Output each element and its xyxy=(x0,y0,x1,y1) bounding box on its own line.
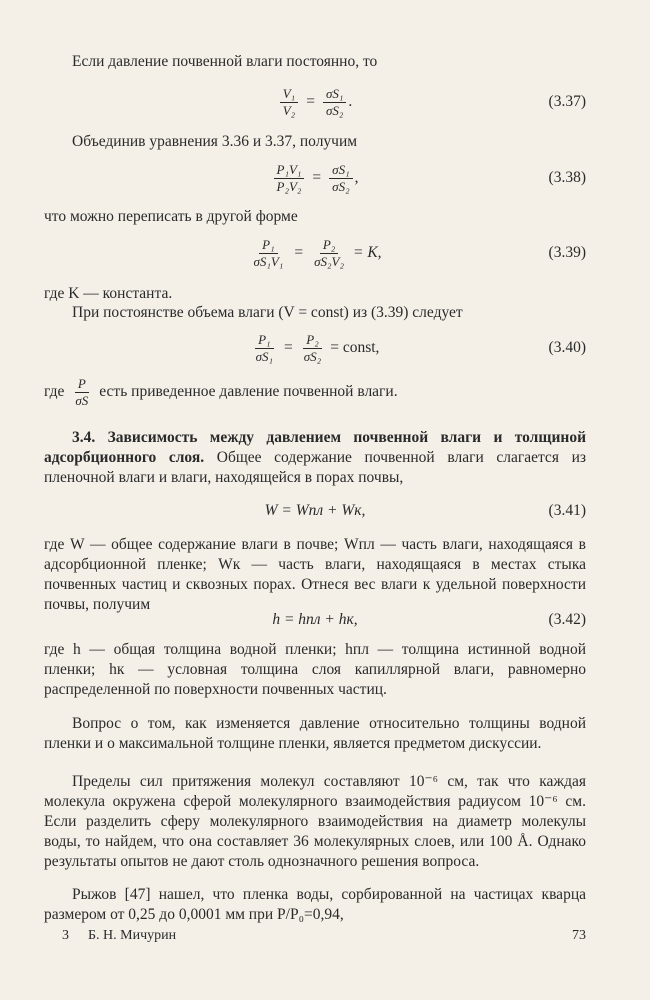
signature-mark: 3 xyxy=(62,928,69,943)
section-heading: 3.4. Зависимость между давлением почвенной влаги и толщиной адсорбционного слоя. xyxy=(44,429,586,466)
equation-number: (3.42) xyxy=(548,611,586,628)
text-line-combining: Объединив уравнения 3.36 и 3.37, получим xyxy=(72,133,358,150)
paragraph-w-definitions: где W — общее содержание влаги в почве; Wпл — часть влаги, находящаяся в адсорбционной пленке; Wк — часть влаги, находящаяся в местах стыка почвенных частиц и сквозных порах. Отнеся вес влаги к удельной поверхности почвы, получим xyxy=(44,536,586,613)
equation-3-40: $\frac{\text{P₁}}{\text{σS₁}}$ = $\frac{\text{P₂}}{\text{σS₂}}$ = const, (3.40) xyxy=(255,331,586,364)
equation-3-39: $\frac{\text{P₁}}{\text{σS₁V₁}}$ = $\frac{\text{P₂}}{\text{σS₂V₂}}$ = K, (3.39) xyxy=(253,236,586,269)
fraction: $\frac{\text{σS₁}}{\text{σS₂}}$ xyxy=(323,86,346,119)
equation-3-41: W = Wпл + Wк, (3.41) xyxy=(264,502,586,519)
equation-3-37: $\frac{\text{V₁}}{\text{V₂}}$ = $\frac{\text{σS₁}}{\text{σS₂}}$ . (3.37) xyxy=(44,80,586,124)
paragraph-question: Вопрос о том, как изменяется давление относительно толщины водной пленки и о максимальной толщине пленки, является предметом дискуссии. xyxy=(44,715,586,752)
equation-3-42: h = hпл + hк, (3.42) xyxy=(272,611,586,628)
equation-number: (3.39) xyxy=(548,244,586,261)
equation-3-38: $\frac{\text{P₁V₁}}{\text{P₂V₂}}$ = $\frac{\text{σS₁}}{\text{σS₂}}$ , (3.38) xyxy=(44,156,586,200)
fraction: $\frac{\text{V₁}}{\text{V₂}}$ xyxy=(280,86,298,119)
text-line-pressure-constant: Если давление почвенной влаги постоянно, то xyxy=(72,53,378,70)
page-footer xyxy=(44,928,586,948)
equation-number: (3.37) xyxy=(548,93,586,110)
page-number: 73 xyxy=(572,928,586,943)
text-line-rewrite: что можно переписать в другой форме xyxy=(44,208,298,225)
paragraph-limits: Пределы сил притяжения молекул составляют 10⁻⁶ см, так что каждая молекула окружена сферой молекулярного взаимодействия радиусом 10⁻⁶ см. Если разделить сферу молекулярного взаимодействия на диаметр молекулы воды, то найдем, что она составляет 36 молекулярных слоев, или 100 Å. Однако результаты опытов не дают столь однозначного решения вопроса. xyxy=(44,773,586,870)
author-name: Б. Н. Мичурин xyxy=(88,928,177,943)
equation-number: (3.40) xyxy=(548,339,586,356)
section-3-4: 3.4. Зависимость между давлением почвенной влаги и толщиной адсорбционного слоя. Общее содержание почвенной влаги слагается из пленочной влаги и влаги, находящейся в порах почвы, xyxy=(44,429,586,486)
text-line-reduced-pressure: где $\frac{P}{\sigma S}$ есть приведенное давление почвенной влаги. xyxy=(44,375,398,408)
paragraph-ryzhov: Рыжов [47] нашел, что пленка воды, сорбированной на частицах кварца размером от 0,25 до 0,0001 мм при P/P₀=0,94, xyxy=(44,886,586,923)
equation-number: (3.38) xyxy=(548,169,586,186)
text-line-volume-const: При постоянстве объема влаги (V = const) из (3.39) следует xyxy=(72,304,463,321)
paragraph-h-definitions: где h — общая толщина водной пленки; hпл — толщина истинной водной пленки; hк — условная толщина слоя капиллярной влаги, равномерно распределенной по поверхности почвенных частиц. xyxy=(44,641,586,698)
text-line-constant: где K — константа. xyxy=(44,285,173,302)
equation-number: (3.41) xyxy=(548,502,586,519)
